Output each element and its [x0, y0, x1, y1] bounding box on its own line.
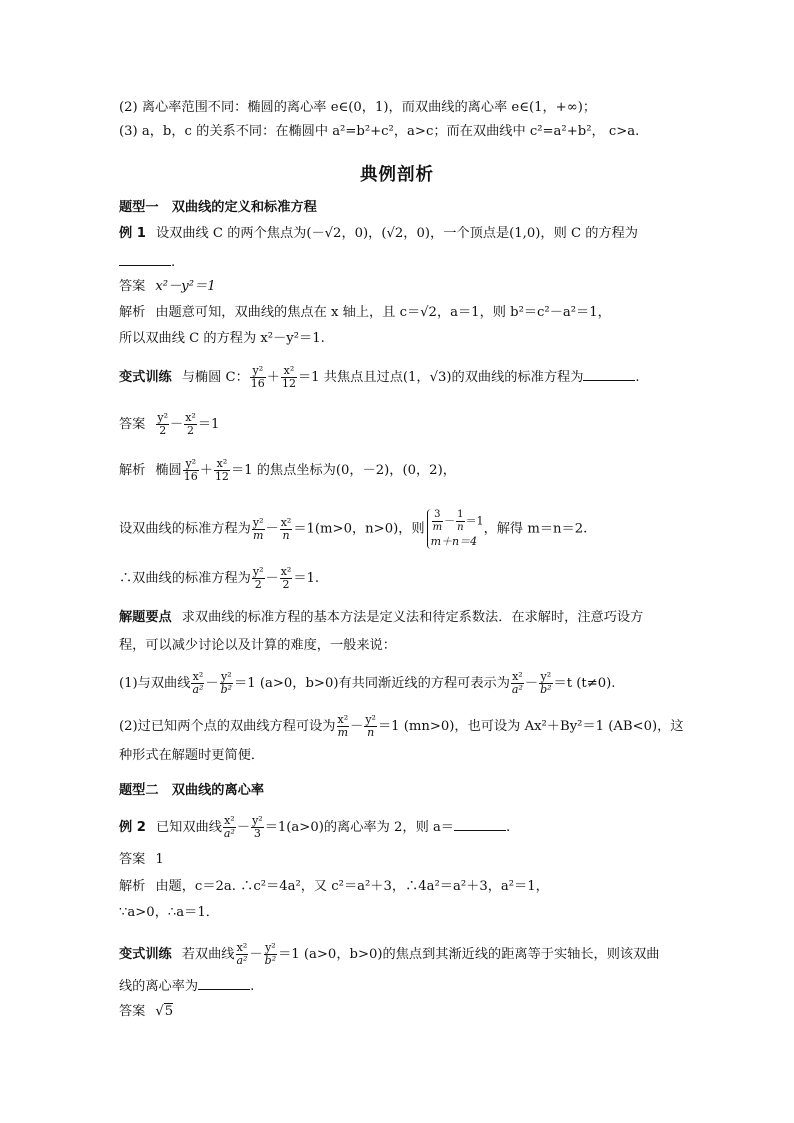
- example-2-label: 例 2: [119, 820, 146, 835]
- example-1-blank-line: [119, 253, 175, 271]
- solution-label: 解析: [119, 305, 146, 320]
- fraction: $\frac{\text{y²}}{\text{b²}}$: [220, 670, 233, 696]
- fraction: $\frac{\text{x²}}{n}$: [280, 515, 292, 542]
- solution-2-b: 设双曲线的标准方程为 $\frac{\text{y²}}{m}$ － $\frac{\text{x²}}{n}$ ＝1(m>0，n>0)，则 $\frac{3}{m}$ － $\frac{1}{n}$ ＝1 m＋n＝4，解得 m＝n＝2.: [119, 509, 588, 548]
- key-point-a: 解题要点 求双曲线的标准方程的基本方法是定义法和待定系数法．在求解时，注意巧设方: [119, 610, 644, 625]
- fraction: $\frac{\text{x²}}{m}$: [337, 713, 349, 739]
- key-point-c: (1)与双曲线 $\frac{\text{x²}}{\text{a²}}$ － $\frac{\text{y²}}{\text{b²}}$ ＝1 (a>0，b>0)有共同渐近线的方程可表示为 $\frac{\text{x²}}{\text{a²}}$ － $\frac{\text{y²}}{\text{b²}}$ ＝t (t≠0).: [119, 670, 616, 696]
- fraction: $\frac{\text{y²}}{n}$: [365, 713, 376, 739]
- fraction: $\frac{\text{x²}}{12}$: [281, 364, 296, 390]
- answer-3: [119, 852, 164, 868]
- sqrt-sign: √: [155, 1004, 164, 1019]
- answer-4: [119, 1004, 173, 1020]
- answer-1: [119, 279, 216, 295]
- solution-2-c: ∴双曲线的标准方程为 $\frac{\text{y²}}{2}$ － $\frac{\text{x²}}{2}$ ＝1.: [119, 565, 320, 591]
- answer-blank: [583, 368, 635, 381]
- fraction: $\frac{\text{y²}}{\text{b²}}$: [540, 670, 552, 696]
- intro-line-3: (3) a，b，c 的关系不同：在椭圆中 a²=b²+c²，a>c；而在双曲线中 c²=a²+b²， c>a.: [119, 124, 640, 139]
- fraction: $\frac{\text{y²}}{\text{b²}}$: [264, 941, 277, 967]
- punct: .: [171, 255, 176, 270]
- variant-2-b: 线的离心率为 .: [119, 979, 255, 994]
- fraction: $\frac{\text{y²}}{16}$: [183, 457, 198, 483]
- answer-3-value: 1: [155, 852, 164, 867]
- fraction: $\frac{\text{y²}}{3}$: [252, 814, 263, 840]
- solution-label: 解析: [119, 879, 146, 894]
- fraction: $\frac{\text{y²}}{2}$: [252, 565, 264, 591]
- variant-label: 变式训练: [119, 947, 172, 962]
- variant-1-text-a: 与椭圆 C：: [181, 370, 249, 385]
- fraction: $\frac{\text{y²}}{m}$: [252, 515, 264, 542]
- type1-heading: 题型一 双曲线的定义和标准方程: [119, 200, 317, 215]
- answer-2: 答案 $\frac{\text{y²}}{2}$ － $\frac{\text{x²}}{2}$ ＝1: [119, 411, 220, 437]
- example-2: 例 2 已知双曲线 $\frac{\text{x²}}{\text{a²}}$ － $\frac{\text{y²}}{3}$ ＝1(a>0)的离心率为 2，则 a＝ .: [119, 814, 511, 840]
- solution-1-a: [119, 305, 611, 321]
- answer-1-value: x²－y²＝1: [155, 279, 216, 294]
- section-title: 典例剖析: [360, 165, 434, 185]
- example-1: [119, 226, 638, 242]
- example-1-label: 例 1: [119, 226, 146, 241]
- example-1-text: 设双曲线 C 的两个焦点为(－√2，0)，(√2，0)，一个顶点是(1,0)，则 C 的方程为: [155, 226, 638, 241]
- variant-1-text-b: ＝1 共焦点且过点(1，√3)的双曲线的标准方程为: [297, 370, 584, 385]
- key-point-label: 解题要点: [119, 610, 172, 625]
- fraction: $\frac{\text{x²}}{\text{a²}}$: [223, 814, 235, 840]
- solution-label: 解析: [119, 463, 146, 478]
- fraction: $\frac{\text{x²}}{12}$: [214, 457, 229, 483]
- fraction: $\frac{\text{x²}}{\text{a²}}$: [511, 670, 523, 696]
- type2-heading: 题型二 双曲线的离心率: [119, 783, 265, 798]
- answer-4-value: 5: [164, 1004, 174, 1019]
- solution-1-a-text: 由题意可知，双曲线的焦点在 x 轴上，且 c＝√2，a＝1，则 b²＝c²－a²＝1，: [155, 305, 611, 320]
- answer-label: 答案: [119, 852, 146, 867]
- answer-blank: [119, 253, 171, 266]
- fraction: $\frac{\text{x²}}{2}$: [185, 411, 196, 437]
- solution-1-b: 所以双曲线 C 的方程为 x²－y²＝1.: [119, 331, 325, 346]
- answer-label: 答案: [119, 1004, 146, 1019]
- solution-3-b: ∵a>0，∴a＝1．: [119, 905, 219, 920]
- key-point-b: 程，可以减少讨论以及计算的难度，一般来说：: [119, 638, 396, 653]
- answer-label: 答案: [119, 417, 146, 432]
- fraction: $\frac{\text{y²}}{2}$: [157, 411, 168, 437]
- answer-blank: [198, 977, 250, 990]
- variant-2: 变式训练 若双曲线 $\frac{\text{x²}}{\text{a²}}$ － $\frac{\text{y²}}{\text{b²}}$ ＝1 (a>0，b>0)的焦点到其渐近线的距离等于实轴长，则该双曲: [119, 941, 660, 967]
- variant-1: 变式训练 与椭圆 C： $\frac{\text{y²}}{16}$ ＋ $\frac{\text{x²}}{12}$ ＝1 共焦点且过点(1，√3)的双曲线的标准方程为 .: [119, 364, 640, 390]
- fraction: $\frac{\text{y²}}{16}$: [250, 364, 265, 390]
- variant-label: 变式训练: [119, 370, 172, 385]
- fraction: $\frac{\text{x²}}{\text{a²}}$: [192, 670, 204, 696]
- equation-system: $\frac{3}{m}$ － $\frac{1}{n}$ ＝1 m＋n＝4: [427, 509, 484, 549]
- answer-blank: [454, 818, 506, 831]
- solution-2-a: 解析 椭圆 $\frac{\text{y²}}{16}$ ＋ $\frac{\text{x²}}{12}$ ＝1 的焦点坐标为(0，－2)，(0，2)，: [119, 457, 456, 483]
- fraction: $\frac{\text{x²}}{2}$: [280, 565, 292, 591]
- fraction: $\frac{\text{x²}}{\text{a²}}$: [236, 941, 248, 967]
- solution-3-a: 解析 由题，c＝2a. ∴c²＝4a²，又 c²＝a²＋3，∴4a²＝a²＋3，a²＝1，: [119, 879, 549, 894]
- intro-line-2: (2) 离心率范围不同：椭圆的离心率 e∈(0，1)，而双曲线的离心率 e∈(1，+∞)；: [119, 100, 597, 115]
- key-point-d: (2)过已知两个点的双曲线方程可设为 $\frac{\text{x²}}{m}$ － $\frac{\text{y²}}{n}$ ＝1 (mn>0)，也可设为 Ax²＋By²＝1 (AB<0)，这: [119, 713, 684, 739]
- key-point-e: 种形式在解题时更简便．: [119, 748, 265, 763]
- answer-label: 答案: [119, 279, 146, 294]
